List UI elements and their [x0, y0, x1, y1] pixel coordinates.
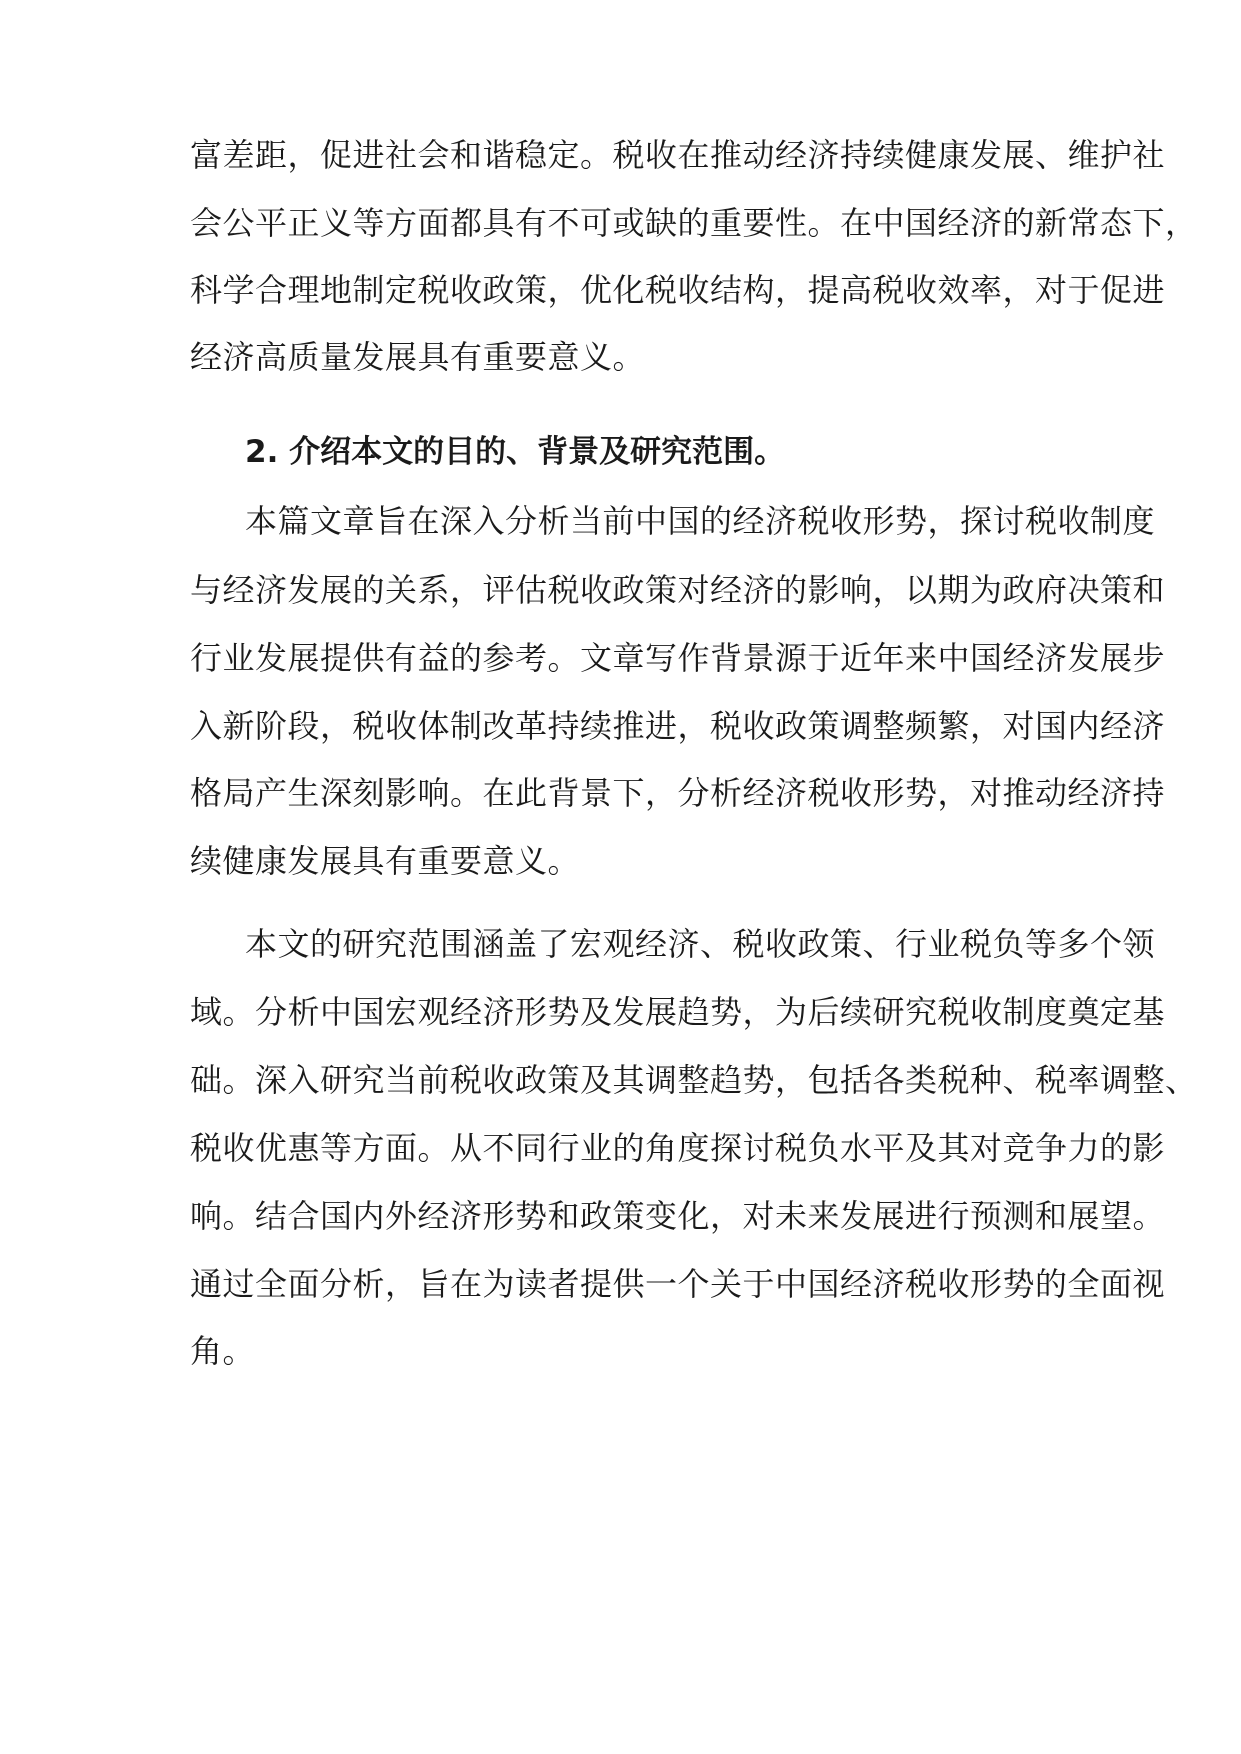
text-line: 续健康发展具有重要意义。 — [190, 842, 581, 880]
text-line: 会公平正义等方面都具有不可或缺的重要性。在中国经济的新常态下， — [190, 204, 1198, 242]
text-line: 经济高质量发展具有重要意义。 — [190, 338, 646, 376]
text-line: 税收优惠等方面。从不同行业的角度探讨税负水平及其对竞争力的影 — [190, 1129, 1166, 1167]
text-line: 础。深入研究当前税收政策及其调整趋势，包括各类税种、税率调整、 — [190, 1061, 1198, 1099]
text-line: 本篇文章旨在深入分析当前中国的经济税收形势，探讨税收制度 — [245, 502, 1156, 540]
text-line: 通过全面分析，旨在为读者提供一个关于中国经济税收形势的全面视 — [190, 1265, 1166, 1303]
text-line: 本文的研究范围涵盖了宏观经济、税收政策、行业税负等多个领 — [245, 925, 1156, 963]
text-line: 角。 — [190, 1332, 256, 1370]
text-line: 域。分析中国宏观经济形势及发展趋势，为后续研究税收制度奠定基 — [190, 993, 1166, 1031]
text-line: 响。结合国内外经济形势和政策变化，对未来发展进行预测和展望。 — [190, 1197, 1166, 1235]
text-line: 富差距，促进社会和谐稳定。税收在推动经济持续健康发展、维护社 — [190, 136, 1166, 174]
text-line: 行业发展提供有益的参考。文章写作背景源于近年来中国经济发展步 — [190, 639, 1166, 677]
text-line: 格局产生深刻影响。在此背景下，分析经济税收形势，对推动经济持 — [190, 774, 1166, 812]
text-line: 入新阶段，税收体制改革持续推进，税收政策调整频繁，对国内经济 — [190, 707, 1166, 745]
section-heading: 2. 介绍本文的目的、背景及研究范围。 — [245, 434, 786, 470]
text-line: 科学合理地制定税收政策，优化税收结构，提高税收效率，对于促进 — [190, 271, 1166, 309]
text-line: 与经济发展的关系，评估税收政策对经济的影响，以期为政府决策和 — [190, 571, 1166, 609]
